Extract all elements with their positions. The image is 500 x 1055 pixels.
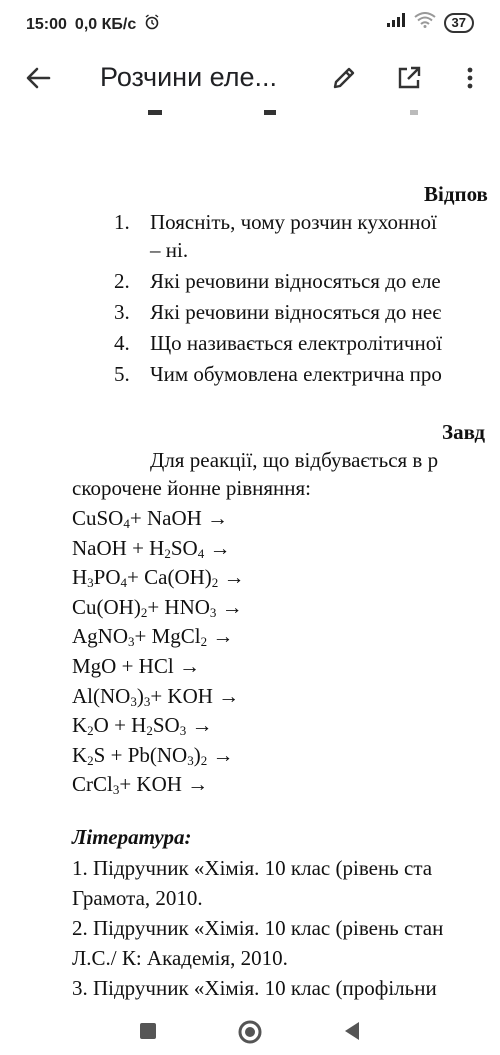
formula-text: Al(NO [72, 683, 131, 708]
formula-text: K [72, 713, 88, 738]
reaction-equation [72, 595, 243, 620]
square-icon [138, 1021, 158, 1041]
question-number: 3. [114, 300, 130, 324]
subscript: 3 [112, 782, 120, 798]
subscript: 3 [87, 575, 94, 591]
subscript: 3 [143, 693, 151, 709]
subscript: 2 [146, 723, 153, 739]
question-text: – ні. [150, 238, 189, 262]
formula-text: AgNO [72, 624, 128, 649]
reaction-equation [72, 565, 245, 590]
heading-answers: Відпов [424, 182, 488, 206]
reaction-equation [72, 713, 212, 738]
formula-text: + HNO [147, 594, 210, 619]
back-button[interactable] [20, 60, 56, 96]
alarm-icon [144, 14, 160, 35]
formula-text: → [207, 742, 234, 767]
system-nav-bar [0, 1010, 500, 1055]
back-nav-button[interactable] [342, 1020, 362, 1047]
subscript: 3 [128, 634, 135, 650]
literature-item: 1. Підручник «Хімія. 10 клас (рівень ста [72, 856, 433, 880]
formula-text: + MgCl [134, 624, 201, 649]
app-bar [0, 48, 500, 110]
subscript: 4 [120, 575, 128, 591]
question-number: 5. [114, 362, 130, 386]
question-text: Чим обумовлена електрична про [150, 362, 442, 386]
cut-off-line [148, 110, 428, 123]
formula-text: + KOH → [119, 772, 209, 797]
formula-text: CrCl [72, 772, 113, 797]
question-number: 2. [114, 269, 130, 293]
formula-text: → [218, 565, 245, 590]
status-speed: 0,0 КБ/с [74, 15, 137, 33]
task-text: скорочене йонне рівняння: [72, 476, 312, 500]
literature-item: Грамота, 2010. [72, 886, 203, 910]
pencil-icon [331, 65, 357, 91]
battery-indicator: 37 [444, 13, 474, 33]
subscript: 2 [164, 545, 171, 561]
formula-text: S + Pb(NO [93, 742, 188, 767]
subscript: 2 [200, 752, 208, 768]
subscript: 2 [140, 604, 148, 620]
subscript: 3 [187, 752, 194, 768]
arrow-left-icon [25, 65, 51, 91]
subscript: 3 [209, 604, 217, 620]
recents-button[interactable] [138, 1021, 158, 1046]
literature-item: 3. Підручник «Хімія. 10 клас (профільни [72, 976, 437, 1000]
reaction-equation [72, 624, 233, 649]
subscript: 4 [123, 516, 130, 531]
subscript: 4 [197, 545, 205, 561]
formula-text: → [216, 594, 243, 619]
triangle-back-icon [342, 1020, 362, 1042]
formula-text: Cu(OH) [72, 594, 141, 619]
heading-task: Завд [442, 420, 486, 444]
edit-button[interactable] [326, 60, 362, 96]
formula-text: ) [193, 742, 201, 767]
question-number: 4. [114, 331, 130, 355]
subscript: 2 [200, 634, 208, 650]
open-in-new-icon [396, 65, 422, 91]
literature-heading: Література: [72, 825, 192, 849]
status-left [26, 14, 160, 35]
formula-text: NaOH + H [72, 535, 165, 560]
reaction-equation [72, 684, 239, 709]
status-time: 15:00 [26, 15, 67, 33]
reaction-equation [72, 654, 200, 679]
subscript: 3 [130, 693, 137, 709]
formula-text: K [72, 742, 88, 767]
literature-item: 2. Підручник «Хімія. 10 клас (рівень стан [72, 916, 444, 940]
more-vert-icon [457, 65, 483, 91]
question-text: Що називається електролітичної [150, 331, 443, 355]
more-options-button[interactable] [452, 60, 488, 96]
reaction-equation [72, 506, 228, 531]
status-bar [0, 0, 500, 48]
subscript: 2 [87, 752, 94, 768]
reaction-equation [72, 743, 233, 768]
formula-text: + KOH → [150, 683, 240, 708]
reaction-equation [72, 772, 208, 797]
subscript: 2 [211, 575, 219, 591]
signal-icon [386, 12, 406, 33]
circle-icon [237, 1019, 263, 1045]
task-text: Для реакції, що відбувається в р [150, 448, 439, 472]
open-external-button[interactable] [391, 60, 427, 96]
document-viewer[interactable] [0, 110, 500, 1010]
subscript: 2 [87, 723, 94, 739]
document-title: Розчини еле... [100, 62, 278, 92]
formula-text: SO [170, 535, 198, 560]
question-text: Які речовини відносяться до неє [150, 300, 442, 324]
formula-text: → [186, 713, 213, 738]
formula-text: + Ca(OH) [127, 565, 212, 590]
status-right [386, 12, 474, 33]
question-number: 1. [114, 210, 130, 234]
subscript: 3 [179, 723, 187, 739]
formula-text: → [204, 535, 231, 560]
formula-text: ) [136, 683, 144, 708]
question-text: Поясніть, чому розчин кухонної [150, 210, 437, 234]
formula-text: O + H [93, 713, 147, 738]
home-button[interactable] [237, 1019, 263, 1050]
formula-text: H [72, 565, 88, 590]
wifi-icon [414, 12, 436, 33]
formula-text: CuSO [72, 506, 124, 530]
formula-text: + NaOH → [129, 506, 229, 530]
literature-item: Л.С./ К: Академія, 2010. [72, 946, 288, 970]
formula-text: MgO + HCl → [72, 654, 200, 678]
reaction-equation [72, 536, 230, 561]
question-text: Які речовини відносяться до еле [150, 269, 441, 293]
formula-text: SO [152, 713, 180, 738]
formula-text: → [207, 624, 234, 649]
formula-text: PO [93, 565, 121, 590]
